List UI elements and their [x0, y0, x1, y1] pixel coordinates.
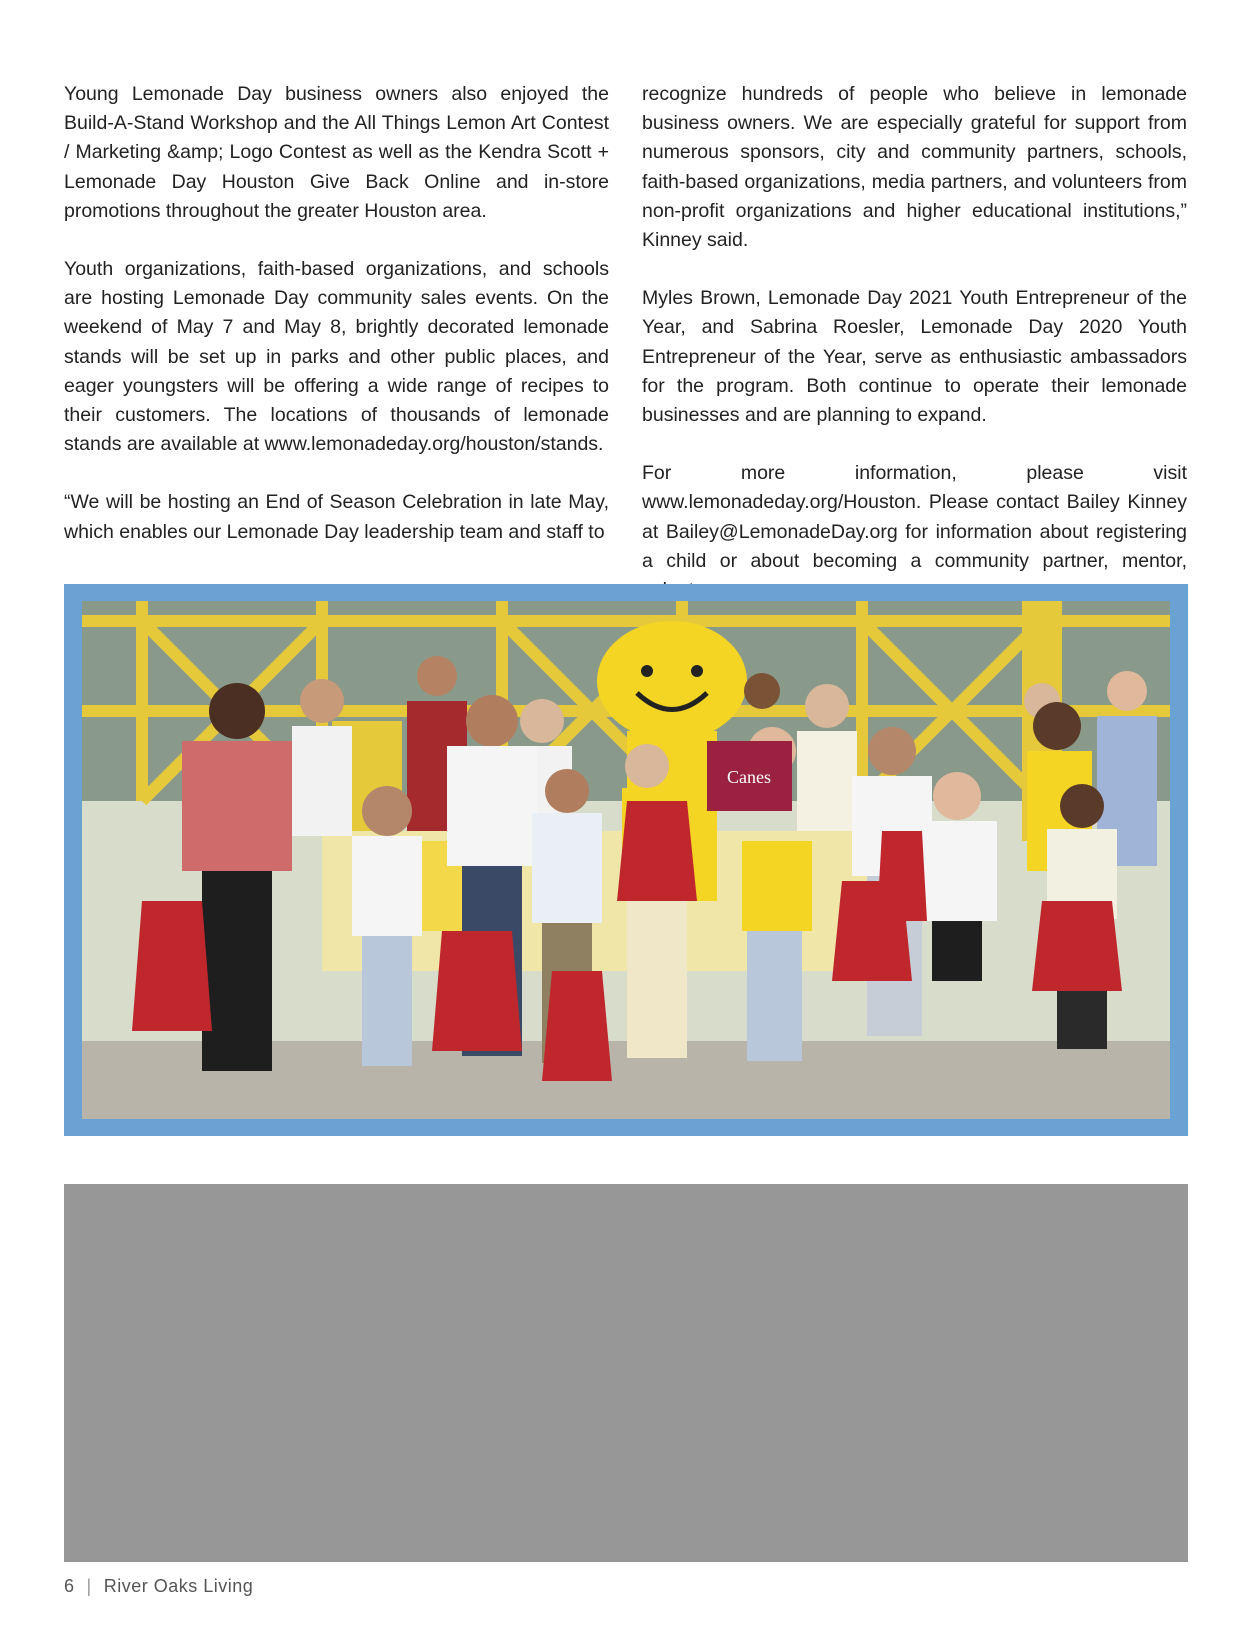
paragraph: Myles Brown, Lemonade Day 2021 Youth Entrepreneur of the Year, and Sabrina Roesler, Lemonade Day 2020 Youth Entrepreneur of the Year, serve as enthusiastic ambassadors for the program. Both continue to operate their lemonade businesses and are planning to expand.: [642, 287, 1187, 427]
publication-name: River Oaks Living: [103, 1576, 254, 1596]
basket-sign: Canes: [727, 767, 771, 787]
paragraph: For more information, please visit www.lemonadeday.org/Houston. Please contact Bailey Kinney at Bailey@LemonadeDay.org for information about registering a child or about becoming a community partner, mentor,: [642, 462, 1187, 572]
group-photo-illustration: [82, 601, 1170, 1119]
ad-placeholder-block: [64, 1184, 1188, 1562]
page-number: 6: [64, 1576, 75, 1596]
paragraph: recognize hundreds of people who believe in lemonade business owners. We are especially grateful for support from numerous sponsors, city and community partners, schools, faith-based organizations, media partners, and volunteers from non-profit organizations and higher educational institutions,” Kinney said.: [642, 83, 1187, 252]
group-photo-frame: [64, 584, 1188, 1136]
page-footer: [64, 1576, 253, 1597]
paragraph: “We will be hosting an End of Season Celebration in late May, which enables our Lemonade Day leadership team and staff to: [64, 491, 609, 543]
paragraph: Young Lemonade Day business owners also enjoyed the Build-A-Stand Workshop and the All Things Lemon Art Contest / Marketing &amp; Logo Contest as well as the Kendra Scott + Lemonade Day Houston Give Back Online and in-store promotions throughout the greater Houston area.: [64, 83, 609, 222]
article-left-column: [64, 80, 609, 576]
footer-separator: |: [86, 1576, 92, 1596]
paragraph: Youth organizations, faith-based organizations, and schools are hosting Lemonade Day community sales events. On the weekend of May 7 and May 8, brightly decorated lemonade stands will be set up in parks and other public places, and eager youngsters will be offering a wide range of recipes to their customers. The locations of thousands of lemonade stands are available at www.lemonadeday.org/houston/stands.: [64, 258, 609, 456]
article-right-column: [642, 80, 1187, 634]
group-photo: [82, 601, 1170, 1119]
